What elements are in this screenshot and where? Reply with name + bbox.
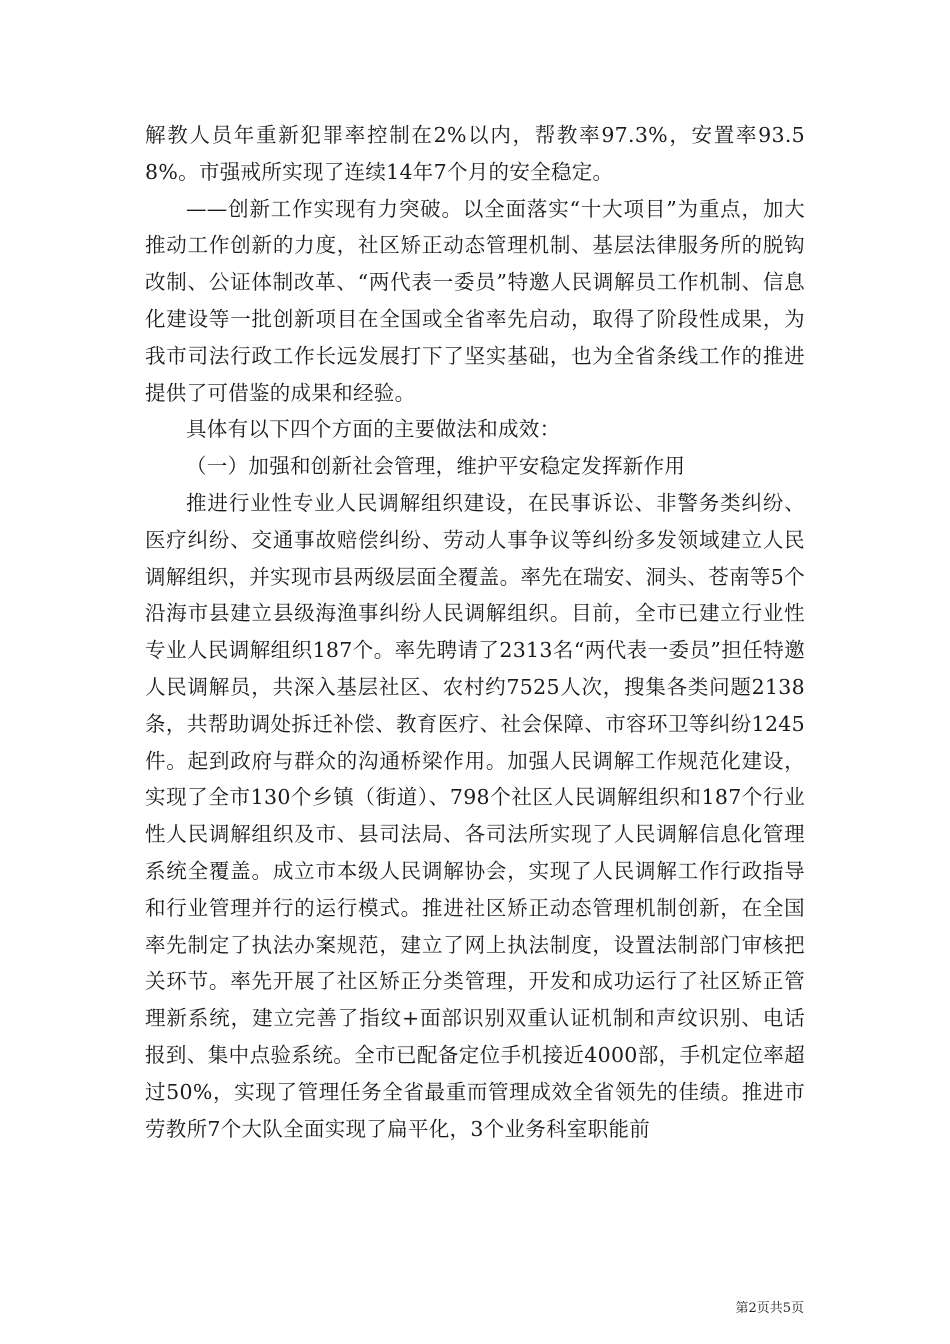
paragraph-innovation-breakthrough: ——创新工作实现有力突破。以全面落实“十大项目”为重点，加大推动工作创新的力度，社区矫正动态管理机制、基层法律服务所的脱钩改制、公证体制改革、“两代表一委员”特邀人民调解员工作机制、信息化建设等一批创新项目在全国或全省率先启动，取得了阶段性成果，为我市司法行政工作长远发展打下了坚实基础，也为全省条线工作的推进提供了可借鉴的成果和经验。 [145,196,805,405]
paragraph-four-aspects-intro: 具体有以下四个方面的主要做法和成效： [186,417,561,442]
page-number-footer: 第2页共5页 [735,1301,804,1316]
document-body [145,117,805,1147]
paragraph-mediation-organizations: 推进行业性专业人民调解组织建设，在民事诉讼、非警务类纠纷、医疗纠纷、交通事故赔偿纠纷、劳动人事争议等纠纷多发领域建立人民调解组织，并实现市县两级层面全覆盖。率先在瑞安、洞头、苍南等5个沿海市县建立县级海渔事纠纷人民调解组织。目前，全市已建立行业性专业人民调解组织187个。率先聘请了2313名“两代表一委员”担任特邀人民调解员，共深入基层社区、农村约7525人次，搜集各类问题2138条，共帮助调处拆迁补偿、教育医疗、社会保障、市容环卫等纠纷1245件。起到政府与群众的沟通桥梁作用。加强人民调解工作规范化建设，实现了全市130个乡镇（街道）、798个社区人民调解组织和187个行业性人民调解组织及市、县司法局、各司法所实现了人民调解信息化管理系统全覆盖。成立市本级人民调解协会，实现了人民调解工作行政指导和行业管理并行的运行模式。推进社区矫正动态管理机制创新，在全国率先制定了执法办案规范，建立了网上执法制度，设置法制部门审核把关环节。率先开展了社区矫正分类管理，开发和成功运行了社区矫正管理新系统，建立完善了指纹+面部识别双重认证机制和声纹识别、电话报到、集中点验系统。全市已配备定位手机接近4000部，手机定位率超过50%，实现了管理任务全省最重而管理成效全省领先的佳绩。推进市劳教所7个大队全面实现了扁平化，3个业务科室职能前 [145,490,805,1141]
section-heading-1: （一）加强和创新社会管理，维护平安稳定发挥新作用 [186,454,686,479]
paragraph-continuation: 解教人员年重新犯罪率控制在2%以内，帮教率97.3%，安置率93.58%。市强戒所实现了连续14年7个月的安全稳定。 [145,123,805,184]
